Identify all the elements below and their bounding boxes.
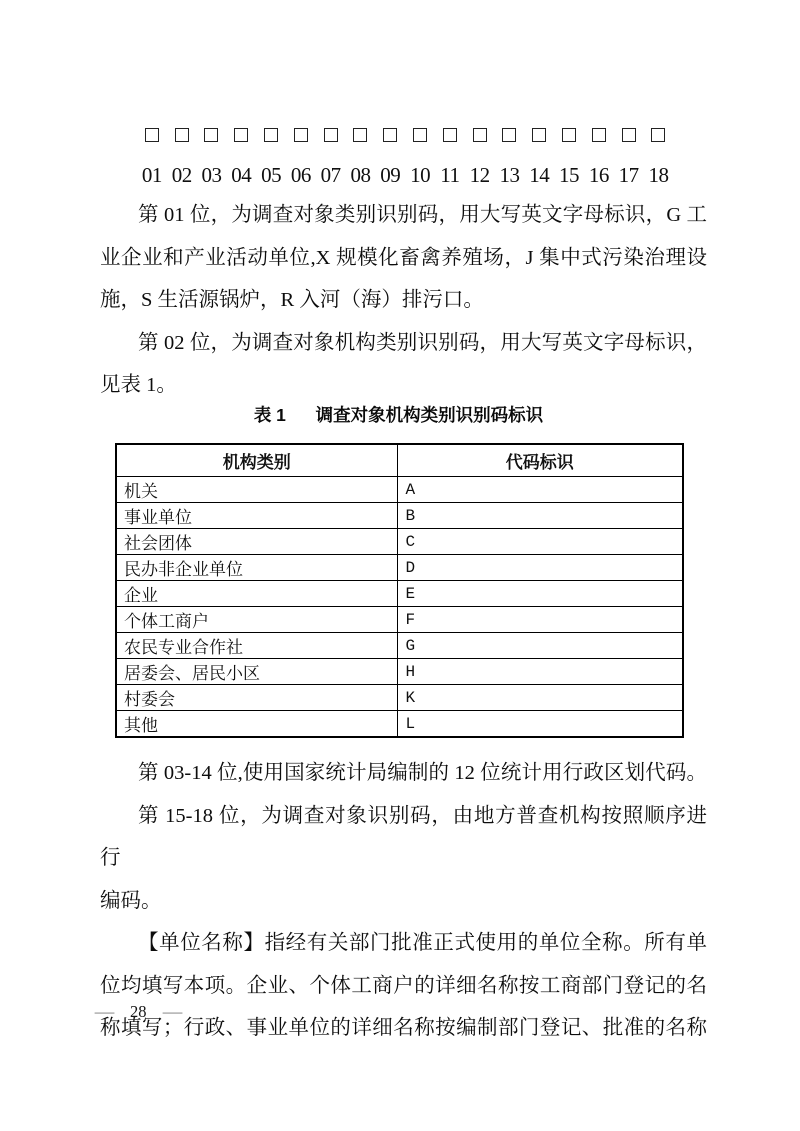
paragraph-digits-03-14 xyxy=(100,752,707,795)
body-text-lower xyxy=(100,752,707,1050)
checkbox-square-icon xyxy=(502,128,516,142)
code-box-cell xyxy=(286,128,316,187)
page-footer xyxy=(96,1000,181,1024)
checkbox-square-icon xyxy=(175,128,189,142)
checkbox-square-icon xyxy=(353,128,367,142)
checkbox-square-icon xyxy=(294,128,308,142)
code-box-cell xyxy=(554,128,584,187)
code-box-cell xyxy=(495,128,525,187)
table-row xyxy=(116,633,683,659)
table-caption-number: 表 1 xyxy=(253,405,286,425)
text-line: 业企业和产业活动单位,X 规模化畜禽养殖场，J 集中式污染治理设 xyxy=(100,246,707,269)
table-row xyxy=(116,477,683,503)
table-body xyxy=(116,477,683,738)
code-box-cell xyxy=(167,128,197,187)
code-cell: L xyxy=(397,711,683,738)
footer-dash-right: — xyxy=(162,1002,182,1021)
checkbox-square-icon xyxy=(651,128,665,142)
code-cell: H xyxy=(397,659,683,685)
checkbox-square-icon xyxy=(443,128,457,142)
code-box-digit-label: 13 xyxy=(499,163,520,187)
table-caption xyxy=(115,403,682,427)
checkbox-square-icon xyxy=(473,128,487,142)
table-row xyxy=(116,711,683,738)
paragraph-digit-01 xyxy=(100,194,707,322)
code-box-digit-label: 04 xyxy=(231,163,252,187)
code-box-cell xyxy=(316,128,346,187)
text-line: 第 01 位，为调查对象类别识别码，用大写英文字母标识，G 工 xyxy=(138,204,707,226)
institution-code-table xyxy=(115,443,684,738)
text-line: 位均填写本项。企业、个体工商户的详细名称按工商部门登记的名 xyxy=(100,974,707,997)
code-box-digit-label: 09 xyxy=(380,163,401,187)
category-cell: 机关 xyxy=(116,477,397,503)
checkbox-square-icon xyxy=(622,128,636,142)
code-box-digit-label: 07 xyxy=(320,163,341,187)
page-number: 28 xyxy=(130,1002,147,1021)
code-cell: F xyxy=(397,607,683,633)
table-header-row xyxy=(116,444,683,477)
checkbox-square-icon xyxy=(324,128,338,142)
table-row xyxy=(116,529,683,555)
table-row xyxy=(116,607,683,633)
table-row xyxy=(116,555,683,581)
code-box-digit-label: 01 xyxy=(141,163,162,187)
table-row xyxy=(116,685,683,711)
code-box-digit-label: 05 xyxy=(261,163,282,187)
code-box-cell xyxy=(405,128,435,187)
code-box-digit-label: 10 xyxy=(410,163,431,187)
category-cell: 村委会 xyxy=(116,685,397,711)
text-line: 称填写；行政、事业单位的详细名称按编制部门登记、批准的名称 xyxy=(100,1017,707,1039)
code-digit-boxes-row xyxy=(137,128,674,187)
code-box-digit-label: 11 xyxy=(440,163,460,187)
code-box-digit-label: 03 xyxy=(201,163,222,187)
text-line: 施，S 生活源锅炉，R 入河（海）排污口。 xyxy=(100,289,484,311)
code-box-cell xyxy=(644,128,674,187)
code-box-digit-label: 16 xyxy=(588,163,609,187)
category-cell: 民办非企业单位 xyxy=(116,555,397,581)
category-cell: 社会团体 xyxy=(116,529,397,555)
code-box-cell xyxy=(614,128,644,187)
code-cell: D xyxy=(397,555,683,581)
paragraph-digits-15-18 xyxy=(100,795,707,923)
code-box-cell xyxy=(435,128,465,187)
table-row xyxy=(116,659,683,685)
category-cell: 企业 xyxy=(116,581,397,607)
text-line: 见表 1。 xyxy=(100,374,177,396)
code-box-digit-label: 08 xyxy=(350,163,371,187)
code-box-digit-label: 12 xyxy=(469,163,490,187)
code-box-digit-label: 14 xyxy=(529,163,550,187)
code-box-digit-label: 17 xyxy=(618,163,639,187)
code-box-cell xyxy=(256,128,286,187)
checkbox-square-icon xyxy=(204,128,218,142)
text-line: 第 15-18 位，为调查对象识别码，由地方普查机构按照顺序进行 xyxy=(100,804,707,869)
code-box-cell xyxy=(226,128,256,187)
text-line: 第 03-14 位,使用国家统计局编制的 12 位统计用行政区划代码。 xyxy=(138,762,707,784)
table-row xyxy=(116,503,683,529)
code-cell: C xyxy=(397,529,683,555)
category-cell: 农民专业合作社 xyxy=(116,633,397,659)
category-cell: 居委会、居民小区 xyxy=(116,659,397,685)
code-box-digit-label: 18 xyxy=(648,163,669,187)
code-box-cell xyxy=(197,128,227,187)
code-box-digit-label: 15 xyxy=(559,163,580,187)
code-cell: E xyxy=(397,581,683,607)
table-row xyxy=(116,581,683,607)
code-box-digit-label: 02 xyxy=(171,163,192,187)
text-line: 第 02 位，为调查对象机构类别识别码，用大写英文字母标识， xyxy=(138,331,707,354)
text-line: 【单位名称】指经有关部门批准正式使用的单位全称。所有单 xyxy=(138,932,707,954)
checkbox-square-icon xyxy=(234,128,248,142)
code-cell: G xyxy=(397,633,683,659)
code-cell: A xyxy=(397,477,683,503)
column-header-code: 代码标识 xyxy=(397,444,683,477)
code-cell: B xyxy=(397,503,683,529)
text-line: 编码。 xyxy=(100,889,162,912)
checkbox-square-icon xyxy=(145,128,159,142)
body-text-upper xyxy=(100,194,707,407)
code-box-cell xyxy=(584,128,614,187)
code-box-cell xyxy=(375,128,405,187)
column-header-category: 机构类别 xyxy=(116,444,397,477)
checkbox-square-icon xyxy=(413,128,427,142)
category-cell: 个体工商户 xyxy=(116,607,397,633)
code-box-cell xyxy=(465,128,495,187)
category-cell: 事业单位 xyxy=(116,503,397,529)
checkbox-square-icon xyxy=(562,128,576,142)
checkbox-square-icon xyxy=(592,128,606,142)
code-box-cell xyxy=(346,128,376,187)
code-box-cell xyxy=(137,128,167,187)
paragraph-digit-02 xyxy=(100,322,707,407)
code-box-digit-label: 06 xyxy=(290,163,311,187)
code-box-cell xyxy=(524,128,554,187)
checkbox-square-icon xyxy=(264,128,278,142)
footer-dash-left: — xyxy=(94,1002,115,1021)
table-caption-title: 调查对象机构类别识别码标识 xyxy=(315,405,544,425)
category-cell: 其他 xyxy=(116,711,397,738)
checkbox-square-icon xyxy=(532,128,546,142)
paragraph-unit-name xyxy=(100,922,707,1050)
checkbox-square-icon xyxy=(383,128,397,142)
code-cell: K xyxy=(397,685,683,711)
